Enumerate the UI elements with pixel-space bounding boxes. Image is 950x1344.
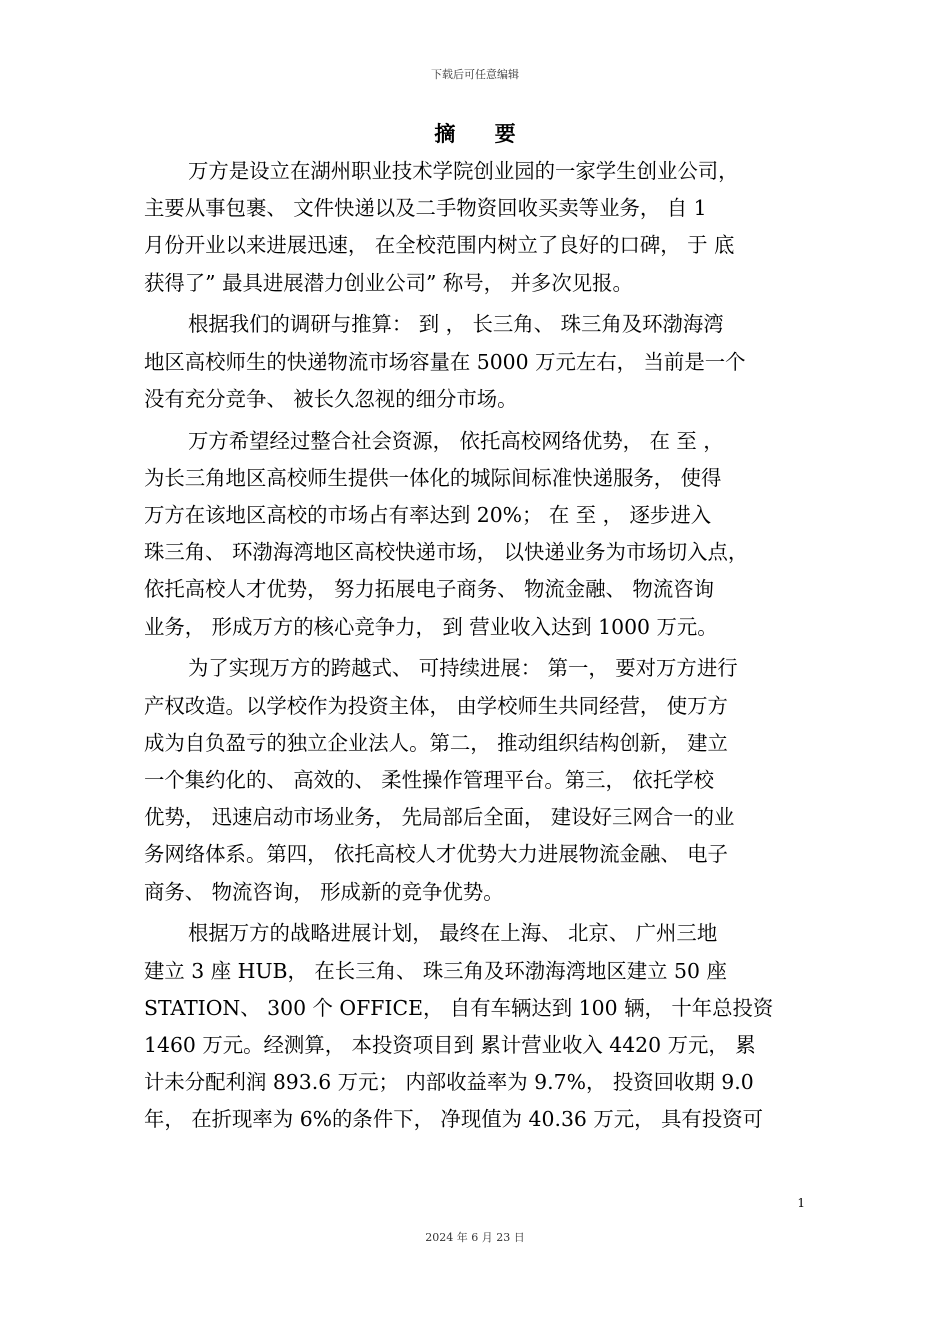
paragraph-strategy xyxy=(144,650,809,910)
page-header: 下载后可任意编辑 xyxy=(431,68,519,81)
text-line: 万方在该地区高校的市场占有率达到 20%； 在 至 ， 逐步进入 xyxy=(144,503,712,528)
text-line: 优势， 迅速启动市场业务， 先局部后全面， 建设好三网合一的业 xyxy=(144,805,735,830)
text-line: 月份开业以来进展迅速， 在全校范围内树立了良好的口碑， 于 底 xyxy=(144,233,735,258)
text-line: 主要从事包裹、 文件快递以及二手物资回收买卖等业务， 自 1 xyxy=(144,196,707,221)
text-line: 依托高校人才优势， 努力拓展电子商务、 物流金融、 物流咨询 xyxy=(144,577,714,602)
paragraph-investment xyxy=(144,915,809,1138)
text-line: 计未分配利润 893.6 万元； 内部收益率为 9.7%， 投资回收期 9.0 xyxy=(144,1070,754,1095)
text-line: 建立 3 座 HUB， 在长三角、 珠三角及环渤海湾地区建立 50 座 xyxy=(144,958,727,983)
text-line: 1460 万元。经测算， 本投资项目到 累计营业收入 4420 万元， 累 xyxy=(144,1033,756,1058)
text-line: 产权改造。以学校作为投资主体， 由学校师生共同经营， 使万方 xyxy=(144,693,728,718)
text-line: 万方是设立在湖州职业技术学院创业园的一家学生创业公司， xyxy=(188,159,739,183)
text-line: 万方希望经过整合社会资源， 依托高校网络优势， 在 至 ， xyxy=(188,428,724,453)
document-body xyxy=(144,153,809,1143)
text-line: 一个集约化的、 高效的、 柔性操作管理平台。第三， 依托学校 xyxy=(144,768,714,793)
document-title: 摘 要 xyxy=(434,122,532,146)
page-number: 1 xyxy=(797,1196,805,1210)
text-line: 获得了” 最具进展潜力创业公司” 称号， 并多次见报。 xyxy=(144,270,633,295)
footer-date: 2024 年 6 月 23 日 xyxy=(425,1231,525,1244)
text-line: 商务、 物流咨询， 形成新的竞争优势。 xyxy=(144,879,504,904)
text-line: 务网络体系。第四， 依托高校人才优势大力进展物流金融、 电子 xyxy=(144,842,728,867)
paragraph-goals xyxy=(144,423,809,646)
text-line: 地区高校师生的快递物流市场容量在 5000 万元左右， 当前是一个 xyxy=(144,349,746,374)
paragraph-market xyxy=(144,306,809,418)
text-line: 根据万方的战略进展计划， 最终在上海、 北京、 广州三地 xyxy=(188,921,718,946)
text-line: STATION、 300 个 OFFICE， 自有车辆达到 100 辆， 十年总投资 xyxy=(144,995,774,1020)
text-line: 没有充分竞争、 被长久忽视的细分市场。 xyxy=(144,386,518,411)
text-line: 年， 在折现率为 6%的条件下， 净现值为 40.36 万元， 具有投资可 xyxy=(144,1107,763,1132)
text-line: 根据我们的调研与推算： 到 ， 长三角、 珠三角及环渤海湾 xyxy=(188,312,724,337)
text-line: 珠三角、 环渤海湾地区高校快递市场， 以快递业务为市场切入点， xyxy=(144,540,749,565)
text-line: 为长三角地区高校师生提供一体化的城际间标准快递服务， 使得 xyxy=(144,465,722,490)
text-line: 业务， 形成万方的核心竞争力， 到 营业收入达到 1000 万元。 xyxy=(144,614,718,639)
paragraph-intro xyxy=(144,153,809,302)
text-line: 成为自负盈亏的独立企业法人。第二， 推动组织结构创新， 建立 xyxy=(144,730,728,755)
text-line: 为了实现万方的跨越式、 可持续进展： 第一， 要对万方进行 xyxy=(188,656,738,681)
